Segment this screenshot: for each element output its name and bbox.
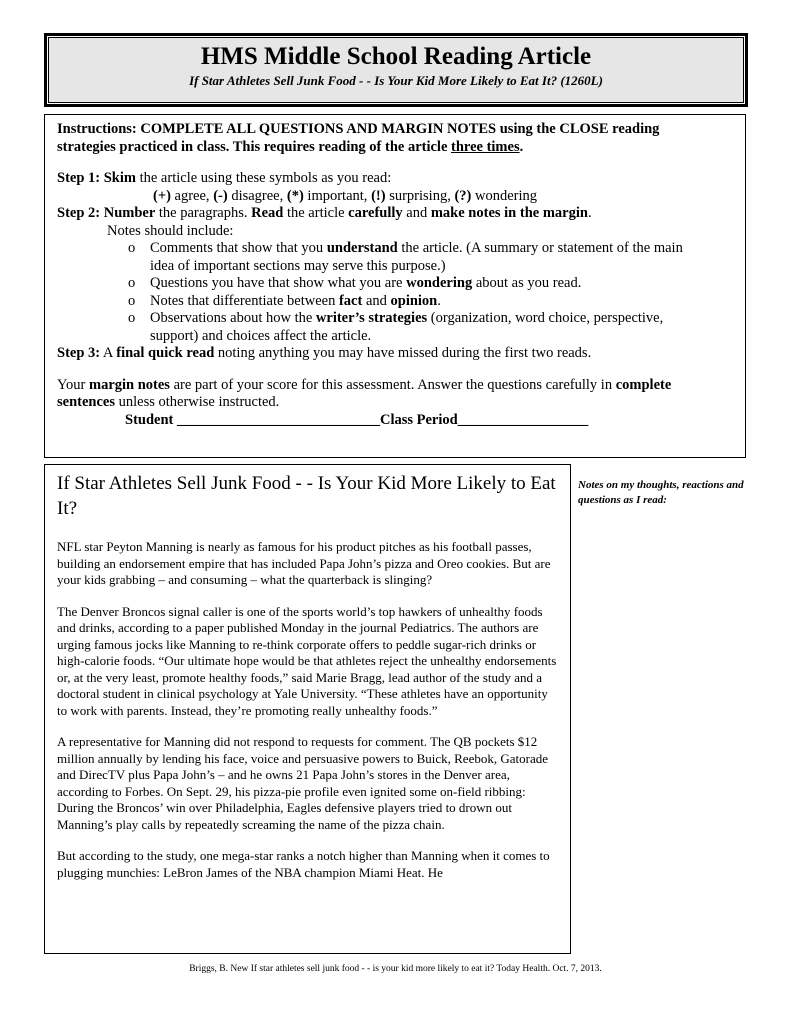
article-paragraph: NFL star Peyton Manning is nearly as famous for his product pitches as his football passes, building an endorsement empire that has included Papa John’s pizza and Oreo cookies. But are your kids grabbing – and consuming – what the quarterback is slinging? <box>57 539 551 587</box>
article-paragraph: But according to the study, one mega-star ranks a notch higher than Manning when it comes to plugging munchies: LeBron James of the NBA champion Miami Heat. He <box>57 848 550 880</box>
header-box <box>44 33 748 107</box>
step-2: Step 2: Number the paragraphs. Read the article carefully and make notes in the margin. <box>57 205 592 221</box>
step-3: Step 3: A final quick read noting anything you may have missed during the first two reads. <box>57 345 592 361</box>
page-title: HMS Middle School Reading Article <box>200 43 592 70</box>
notes-heading: Notes on my thoughts, reactions and questions as I read: <box>578 479 744 506</box>
article-title: If Star Athletes Sell Junk Food - - Is Your Kid More Likely to Eat It? <box>57 473 556 519</box>
instructions-box <box>44 114 746 458</box>
instructions-intro: Instructions: COMPLETE ALL QUESTIONS AND MARGIN NOTES using the CLOSE reading strategies practiced in class. This requires reading of the article three times. <box>57 121 660 155</box>
bullet-fact-opinion: o Notes that differentiate between fact and opinion. <box>128 292 441 309</box>
citation: Briggs, B. New If star athletes sell junk food - - is your kid more likely to eat it? Today Health. Oct. 7, 2013. <box>189 964 602 974</box>
bullet-understand: o Comments that show that you understand the article. (A summary or statement of the main idea of important sections may serve this purpose.) <box>128 240 683 274</box>
article-paragraph: The Denver Broncos signal caller is one of the sports world’s top hawkers of unhealthy foods and drinks, according to a paper published Monday in the journal Pediatrics. The authors are urging famous jocks like Manning to re-think corporate offers to peddle sugar-rich drinks or high-calorie foods. “Our ultimate hope would be that athletes reject the unhealthy endorsements or, at the very least, promote healthy foods,” said Marie Bragg, lead author of the study and a doctoral student in clinical psychology at Yale University. “These athletes have an opportunity to work with parents. Instead, they’re promoting really unhealthy foods.” <box>57 603 557 718</box>
bullet-wondering: o Questions you have that show what you are wondering about as you read. <box>128 275 582 291</box>
page-subtitle: If Star Athletes Sell Junk Food - - Is Your Kid More Likely to Eat It? (1260L) <box>189 73 603 88</box>
margin-notes-text: Your margin notes are part of your score for this assessment. Answer the questions carefully in complete sentences unless otherwise instructed. <box>57 376 672 410</box>
bullet-strategies: o Observations about how the writer’s strategies (organization, word choice, perspective, support) and choices affect the article. <box>128 310 664 344</box>
notes-include: Notes should include: <box>107 222 234 239</box>
student-class-period-line[interactable]: Student ____________________________Class Period__________________ <box>125 411 589 428</box>
step-1: Step 1: Skim the article using these symbols as you read: <box>57 170 392 186</box>
symbol-list: (+) agree, (-) disagree, (*) important, (!) surprising, (?) wondering <box>153 187 537 204</box>
article-box <box>44 464 571 954</box>
article-paragraph: A representative for Manning did not respond to requests for comment. The QB pockets $12 million annually by lending his face, voice and persuasive powers to Buick, Reebok, Gatorade and DirecTV plus Papa John’s – and he owns 21 Papa John’s stores in the Denver area, according to Forbes. On Sept. 29, his pizza-pie profile even ignited some on-field ribbing: During the Broncos’ win over Philadelphia, Eagles defensive players tried to drown out Manning’s play calls by repeatedly screaming the name of the pizza chain. <box>57 734 548 832</box>
